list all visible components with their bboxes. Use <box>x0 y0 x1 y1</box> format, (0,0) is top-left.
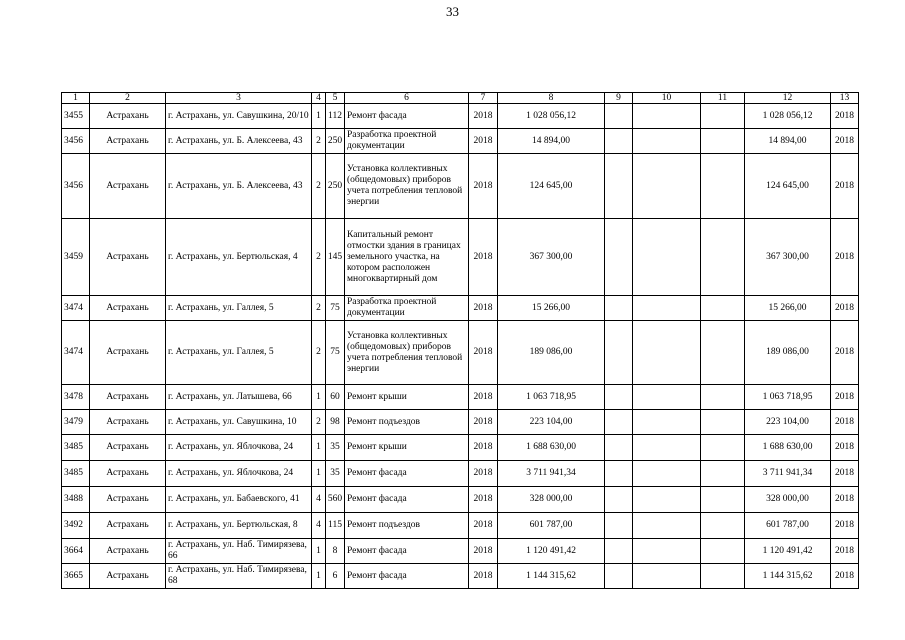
column-5-cell: 560 <box>326 487 345 513</box>
column-header: 7 <box>469 93 498 104</box>
address-cell: г. Астрахань, ул. Бертюльская, 4 <box>166 219 312 296</box>
row-number: 3485 <box>62 461 90 487</box>
column-10-cell <box>633 385 701 410</box>
row-number: 3459 <box>62 219 90 296</box>
work-type-cell: Разработка проектной документации <box>345 296 469 321</box>
column-13-cell: 2018 <box>831 321 859 385</box>
column-13-cell: 2018 <box>831 461 859 487</box>
total-cell: 1 144 315,62 <box>745 564 831 589</box>
total-cell: 601 787,00 <box>745 513 831 539</box>
column-11-cell <box>701 564 745 589</box>
column-4-cell: 4 <box>312 487 326 513</box>
year-cell: 2018 <box>469 296 498 321</box>
total-cell: 223 104,00 <box>745 410 831 435</box>
column-10-cell <box>633 321 701 385</box>
cost-cell: 15 266,00 <box>498 296 605 321</box>
cost-cell: 14 894,00 <box>498 129 605 154</box>
year-cell: 2018 <box>469 154 498 219</box>
column-5-cell: 60 <box>326 385 345 410</box>
column-10-cell <box>633 539 701 564</box>
year-cell: 2018 <box>469 385 498 410</box>
table-row <box>62 219 859 296</box>
column-header: 13 <box>831 93 859 104</box>
column-9-cell <box>605 219 633 296</box>
column-header: 10 <box>633 93 701 104</box>
total-cell: 1 028 056,12 <box>745 104 831 129</box>
city-cell: Астрахань <box>90 154 166 219</box>
address-cell: г. Астрахань, ул. Латышева, 66 <box>166 385 312 410</box>
row-number: 3665 <box>62 564 90 589</box>
column-4-cell: 4 <box>312 513 326 539</box>
column-number-row <box>62 93 859 104</box>
column-13-cell: 2018 <box>831 410 859 435</box>
work-type-cell: Ремонт крыши <box>345 385 469 410</box>
year-cell: 2018 <box>469 513 498 539</box>
column-10-cell <box>633 104 701 129</box>
column-5-cell: 98 <box>326 410 345 435</box>
year-cell: 2018 <box>469 435 498 461</box>
year-cell: 2018 <box>469 539 498 564</box>
column-4-cell: 1 <box>312 104 326 129</box>
table-row <box>62 321 859 385</box>
column-13-cell: 2018 <box>831 539 859 564</box>
column-5-cell: 115 <box>326 513 345 539</box>
address-cell: г. Астрахань, ул. Бабаевского, 41 <box>166 487 312 513</box>
column-11-cell <box>701 321 745 385</box>
row-number: 3488 <box>62 487 90 513</box>
table-row <box>62 435 859 461</box>
column-10-cell <box>633 435 701 461</box>
table-row <box>62 461 859 487</box>
city-cell: Астрахань <box>90 539 166 564</box>
row-number: 3474 <box>62 321 90 385</box>
column-11-cell <box>701 385 745 410</box>
year-cell: 2018 <box>469 129 498 154</box>
work-type-cell: Ремонт фасада <box>345 104 469 129</box>
column-10-cell <box>633 564 701 589</box>
table-row <box>62 296 859 321</box>
column-13-cell: 2018 <box>831 435 859 461</box>
column-10-cell <box>633 461 701 487</box>
column-11-cell <box>701 539 745 564</box>
total-cell: 1 688 630,00 <box>745 435 831 461</box>
city-cell: Астрахань <box>90 104 166 129</box>
column-10-cell <box>633 410 701 435</box>
column-5-cell: 35 <box>326 461 345 487</box>
column-9-cell <box>605 104 633 129</box>
year-cell: 2018 <box>469 219 498 296</box>
address-cell: г. Астрахань, ул. Б. Алексеева, 43 <box>166 154 312 219</box>
cost-cell: 1 688 630,00 <box>498 435 605 461</box>
column-4-cell: 1 <box>312 539 326 564</box>
table-row <box>62 410 859 435</box>
column-9-cell <box>605 461 633 487</box>
column-header: 6 <box>345 93 469 104</box>
column-4-cell: 1 <box>312 435 326 461</box>
column-13-cell: 2018 <box>831 385 859 410</box>
city-cell: Астрахань <box>90 219 166 296</box>
column-5-cell: 35 <box>326 435 345 461</box>
row-number: 3664 <box>62 539 90 564</box>
address-cell: г. Астрахань, ул. Савушкина, 20/10 <box>166 104 312 129</box>
city-cell: Астрахань <box>90 129 166 154</box>
column-4-cell: 2 <box>312 219 326 296</box>
total-cell: 124 645,00 <box>745 154 831 219</box>
address-cell: г. Астрахань, ул. Яблочкова, 24 <box>166 461 312 487</box>
address-cell: г. Астрахань, ул. Б. Алексеева, 43 <box>166 129 312 154</box>
column-header: 5 <box>326 93 345 104</box>
table-row <box>62 539 859 564</box>
column-header: 12 <box>745 93 831 104</box>
work-type-cell: Установка коллективных (общедомовых) приборов учета потребления тепловой энергии <box>345 321 469 385</box>
column-11-cell <box>701 513 745 539</box>
address-cell: г. Астрахань, ул. Яблочкова, 24 <box>166 435 312 461</box>
column-10-cell <box>633 296 701 321</box>
row-number: 3455 <box>62 104 90 129</box>
table-row <box>62 513 859 539</box>
cost-cell: 601 787,00 <box>498 513 605 539</box>
column-9-cell <box>605 296 633 321</box>
city-cell: Астрахань <box>90 410 166 435</box>
column-13-cell: 2018 <box>831 104 859 129</box>
column-9-cell <box>605 487 633 513</box>
row-number: 3456 <box>62 154 90 219</box>
cost-cell: 189 086,00 <box>498 321 605 385</box>
column-11-cell <box>701 219 745 296</box>
row-number: 3456 <box>62 129 90 154</box>
address-cell: г. Астрахань, ул. Наб. Тимирязева, 68 <box>166 564 312 589</box>
cost-cell: 223 104,00 <box>498 410 605 435</box>
total-cell: 3 711 941,34 <box>745 461 831 487</box>
address-cell: г. Астрахань, ул. Бертюльская, 8 <box>166 513 312 539</box>
city-cell: Астрахань <box>90 487 166 513</box>
column-11-cell <box>701 461 745 487</box>
address-cell: г. Астрахань, ул. Галлея, 5 <box>166 296 312 321</box>
column-10-cell <box>633 487 701 513</box>
year-cell: 2018 <box>469 461 498 487</box>
cost-cell: 328 000,00 <box>498 487 605 513</box>
row-number: 3478 <box>62 385 90 410</box>
column-4-cell: 1 <box>312 461 326 487</box>
total-cell: 14 894,00 <box>745 129 831 154</box>
year-cell: 2018 <box>469 564 498 589</box>
column-header: 4 <box>312 93 326 104</box>
year-cell: 2018 <box>469 410 498 435</box>
column-10-cell <box>633 219 701 296</box>
cost-cell: 1 028 056,12 <box>498 104 605 129</box>
column-9-cell <box>605 154 633 219</box>
column-5-cell: 75 <box>326 321 345 385</box>
column-11-cell <box>701 154 745 219</box>
cost-cell: 1 063 718,95 <box>498 385 605 410</box>
work-type-cell: Ремонт фасада <box>345 487 469 513</box>
address-cell: г. Астрахань, ул. Наб. Тимирязева, 66 <box>166 539 312 564</box>
column-11-cell <box>701 410 745 435</box>
column-13-cell: 2018 <box>831 219 859 296</box>
column-13-cell: 2018 <box>831 154 859 219</box>
cost-cell: 1 144 315,62 <box>498 564 605 589</box>
column-13-cell: 2018 <box>831 296 859 321</box>
column-5-cell: 250 <box>326 129 345 154</box>
total-cell: 189 086,00 <box>745 321 831 385</box>
column-9-cell <box>605 513 633 539</box>
year-cell: 2018 <box>469 104 498 129</box>
work-type-cell: Ремонт крыши <box>345 435 469 461</box>
cost-cell: 3 711 941,34 <box>498 461 605 487</box>
total-cell: 1 120 491,42 <box>745 539 831 564</box>
column-13-cell: 2018 <box>831 129 859 154</box>
row-number: 3485 <box>62 435 90 461</box>
column-4-cell: 2 <box>312 321 326 385</box>
row-number: 3492 <box>62 513 90 539</box>
total-cell: 367 300,00 <box>745 219 831 296</box>
capital-repair-table <box>61 92 859 589</box>
column-4-cell: 2 <box>312 154 326 219</box>
column-4-cell: 2 <box>312 296 326 321</box>
city-cell: Астрахань <box>90 435 166 461</box>
table-row <box>62 154 859 219</box>
column-13-cell: 2018 <box>831 513 859 539</box>
cost-cell: 367 300,00 <box>498 219 605 296</box>
table-row <box>62 104 859 129</box>
year-cell: 2018 <box>469 321 498 385</box>
column-9-cell <box>605 129 633 154</box>
city-cell: Астрахань <box>90 296 166 321</box>
column-9-cell <box>605 321 633 385</box>
total-cell: 1 063 718,95 <box>745 385 831 410</box>
column-9-cell <box>605 435 633 461</box>
column-11-cell <box>701 435 745 461</box>
work-type-cell: Ремонт фасада <box>345 564 469 589</box>
total-cell: 328 000,00 <box>745 487 831 513</box>
work-type-cell: Установка коллективных (общедомовых) приборов учета потребления тепловой энергии <box>345 154 469 219</box>
column-header: 11 <box>701 93 745 104</box>
column-header: 2 <box>90 93 166 104</box>
column-5-cell: 145 <box>326 219 345 296</box>
row-number: 3479 <box>62 410 90 435</box>
work-type-cell: Ремонт фасада <box>345 461 469 487</box>
year-cell: 2018 <box>469 487 498 513</box>
table-row <box>62 564 859 589</box>
column-header: 3 <box>166 93 312 104</box>
city-cell: Астрахань <box>90 513 166 539</box>
table-row <box>62 487 859 513</box>
column-5-cell: 75 <box>326 296 345 321</box>
page-number: 33 <box>446 4 459 19</box>
column-9-cell <box>605 385 633 410</box>
work-type-cell: Капитальный ремонт отмостки здания в границах земельного участка, на котором расположен многоквартирный дом <box>345 219 469 296</box>
row-number: 3474 <box>62 296 90 321</box>
column-11-cell <box>701 129 745 154</box>
city-cell: Астрахань <box>90 564 166 589</box>
column-13-cell: 2018 <box>831 487 859 513</box>
work-type-cell: Ремонт фасада <box>345 539 469 564</box>
work-type-cell: Ремонт подъездов <box>345 513 469 539</box>
city-cell: Астрахань <box>90 461 166 487</box>
address-cell: г. Астрахань, ул. Савушкина, 10 <box>166 410 312 435</box>
column-header: 9 <box>605 93 633 104</box>
table-row <box>62 129 859 154</box>
column-10-cell <box>633 129 701 154</box>
column-5-cell: 6 <box>326 564 345 589</box>
work-type-cell: Разработка проектной документации <box>345 129 469 154</box>
column-4-cell: 1 <box>312 564 326 589</box>
column-9-cell <box>605 564 633 589</box>
column-11-cell <box>701 487 745 513</box>
city-cell: Астрахань <box>90 321 166 385</box>
total-cell: 15 266,00 <box>745 296 831 321</box>
column-13-cell: 2018 <box>831 564 859 589</box>
column-9-cell <box>605 539 633 564</box>
table-row <box>62 385 859 410</box>
column-5-cell: 250 <box>326 154 345 219</box>
column-5-cell: 112 <box>326 104 345 129</box>
cost-cell: 1 120 491,42 <box>498 539 605 564</box>
column-10-cell <box>633 154 701 219</box>
column-header: 1 <box>62 93 90 104</box>
column-10-cell <box>633 513 701 539</box>
column-11-cell <box>701 104 745 129</box>
column-5-cell: 8 <box>326 539 345 564</box>
column-9-cell <box>605 410 633 435</box>
city-cell: Астрахань <box>90 385 166 410</box>
cost-cell: 124 645,00 <box>498 154 605 219</box>
address-cell: г. Астрахань, ул. Галлея, 5 <box>166 321 312 385</box>
column-header: 8 <box>498 93 605 104</box>
column-4-cell: 2 <box>312 410 326 435</box>
column-4-cell: 2 <box>312 129 326 154</box>
column-4-cell: 1 <box>312 385 326 410</box>
work-type-cell: Ремонт подъездов <box>345 410 469 435</box>
column-11-cell <box>701 296 745 321</box>
